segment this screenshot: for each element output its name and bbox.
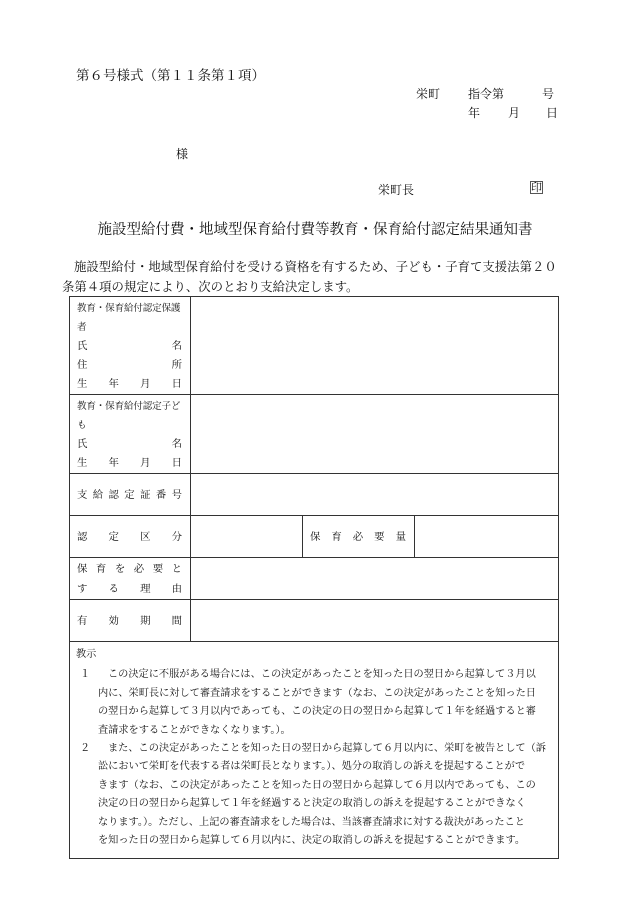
reason-label: 保 育 を 必 要 と す る 理 由 [70,558,191,600]
category-label: 認 定 区 分 [70,516,191,558]
child-label-cell [70,395,191,474]
child-birth-label: 生 年 月 日 [77,457,182,469]
child-row [70,395,559,474]
guardian-address-label: 住 所 [77,359,182,371]
notice-heading: 教示 [76,649,97,660]
intro-text [62,257,562,297]
issue-date-line [468,104,558,121]
issuer-place: 栄町 [416,87,441,101]
notice-cell [70,642,559,859]
cert-number-row [70,474,559,516]
guardian-label-cell [70,297,191,395]
need-amount-value[interactable] [415,516,559,558]
number-suffix: 号 [542,87,555,101]
date-month: 月 [508,106,521,120]
seal-mark: 印 [531,181,542,194]
child-name-label: 氏 名 [77,438,182,450]
notice-item-2-text: また、この決定があったことを知った日の翌日から起算して６月以内に、栄町を被告として（訴 訟において栄町を代表する者は栄町長となります。）、処分の取消しの訴えを提起することがで きます（なお、この決定があったことを知った日の翌日から起算して６月以内であっても、この 決定の日の翌日から起算して１年を経過すると決定の取消しの訴えを提起することができなく なります。）。ただし、上記の審査請求をした場合は、当該審査請求に対する裁決があったこと を知った日の翌日から起算して６月以内に、決定の取消しの訴えを提起することができます。 [98,743,546,847]
reason-row [70,558,559,600]
child-heading: 教育・保育給付認定子ども [77,401,181,431]
document-title: 施設型給付費・地域型保育給付費等教育・保育給付認定結果通知書 [97,222,533,238]
period-label: 有 効 期 間 [70,600,191,642]
guardian-name-label: 氏 名 [77,340,182,352]
intro-line-1: 施設型給付・地域型保育給付を受ける資格を有するため、子ども・子育て支援法第２０ [74,259,557,274]
issuer-name: 栄町長 [378,183,415,197]
date-day: 日 [546,106,559,120]
certification-table [69,296,559,859]
issue-number-line [416,85,554,102]
notice-item-1-number: １ [80,669,91,681]
recipient-suffix: 様 [176,147,189,161]
notice-row [70,642,559,859]
reason-value[interactable] [191,558,559,600]
notice-item-1-text: この決定に不服がある場合には、この決定があったことを知った日の翌日から起算して３月以 内に、栄町長に対して審査請求をすることができます（なお、この決定があったことを知った日 の翌日から起算して３月以内であっても、この決定の日の翌日から起算して１年を経過すると審 査請求をすることができなくなります。）。 [98,669,536,736]
intro-line-2: 条第４項の規定により、次のとおり支給決定します。 [62,279,359,294]
cert-number-value[interactable] [191,474,559,516]
cert-number-label: 支 給 認 定 証 番 号 [70,474,191,516]
need-amount-label: 保 育 必 要 量 [303,516,415,558]
category-value[interactable] [191,516,303,558]
period-value[interactable] [191,600,559,642]
directive-label: 指令第 [468,87,505,101]
guardian-birth-label: 生 年 月 日 [77,378,182,390]
guardian-row [70,297,559,395]
date-year: 年 [468,106,481,120]
notice-item-2-number: ２ [80,743,91,755]
notice-item-2 [76,740,550,850]
guardian-value-cell[interactable] [191,297,559,395]
notice-item-1 [76,666,550,740]
child-value-cell[interactable] [191,395,559,474]
category-row [70,516,559,558]
guardian-heading: 教育・保育給付認定保護者 [77,303,181,333]
form-number: 第６号様式（第１１条第１項） [76,68,265,84]
period-row [70,600,559,642]
